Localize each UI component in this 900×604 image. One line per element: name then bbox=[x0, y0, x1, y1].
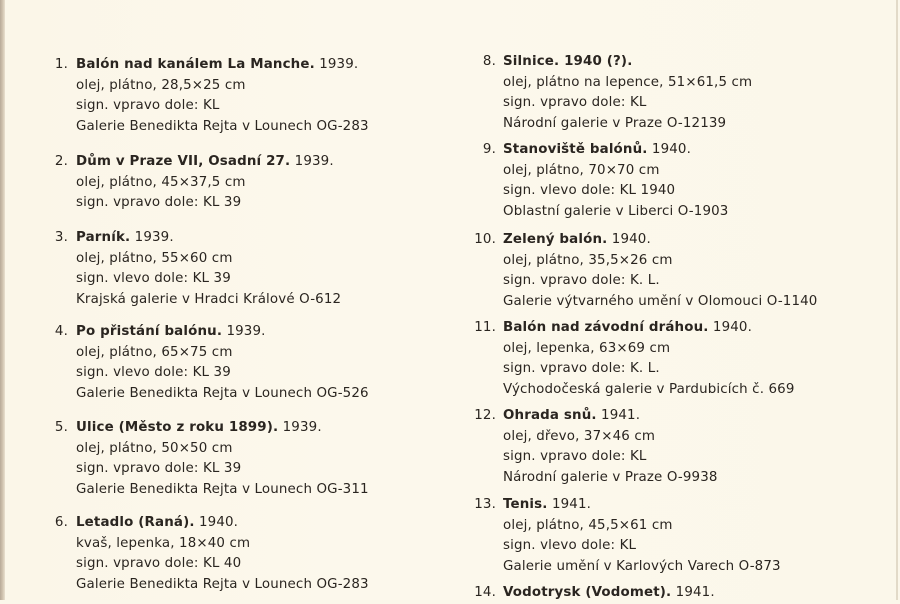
entry-title: Vodotrysk (Vodomet). bbox=[503, 585, 672, 600]
entry-date: 1941. bbox=[547, 497, 592, 512]
entry-medium: olej, plátno, 50×50 cm bbox=[76, 440, 233, 456]
entry-title: Tenis. bbox=[503, 497, 548, 512]
page-right-edge bbox=[896, 0, 898, 600]
entry-number: 4. bbox=[54, 324, 68, 339]
entry-signature: sign. vlevo dole: KL bbox=[503, 538, 637, 553]
entry-signature: sign. vpravo dole: KL 39 bbox=[76, 195, 242, 210]
page-left-edge bbox=[0, 0, 5, 600]
entry-title: Silnice. 1940 (?). bbox=[503, 54, 633, 69]
entry-signature: sign. vlevo dole: KL 1940 bbox=[503, 183, 676, 198]
entry-date: 1939. bbox=[130, 230, 174, 245]
entry-signature: sign. vpravo dole: K. L. bbox=[503, 273, 660, 288]
entry-signature: sign. vlevo dole: KL 39 bbox=[76, 271, 231, 286]
entry-number: 5. bbox=[54, 420, 68, 435]
entry-number: 1. bbox=[54, 57, 68, 72]
entry-signature: sign. vpravo dole: KL 39 bbox=[76, 461, 242, 476]
entry-collection: Galerie Benedikta Rejta v Lounech OG-283 bbox=[76, 118, 369, 134]
entry-collection: Galerie Benedikta Rejta v Lounech OG-311 bbox=[76, 481, 369, 497]
entry-collection: Národní galerie v Praze O-12139 bbox=[503, 115, 727, 131]
entry-collection: Krajská galerie v Hradci Králové O-612 bbox=[76, 291, 342, 307]
entry-collection: Galerie Benedikta Rejta v Lounech OG-283 bbox=[76, 576, 369, 592]
entry-title: Dům v Praze VII, Osadní 27. bbox=[76, 154, 291, 169]
entry-title: Zelený balón. bbox=[503, 232, 608, 247]
entry-medium: olej, plátno, 65×75 cm bbox=[76, 344, 233, 360]
entry-number: 13. bbox=[474, 497, 496, 512]
entry-title: Balón nad kanálem La Manche. bbox=[76, 57, 315, 72]
entry-medium: olej, plátno, 45×37,5 cm bbox=[76, 174, 246, 190]
entry-date: 1939. bbox=[278, 420, 322, 435]
entry-collection: Galerie výtvarného umění v Olomouci O-1140 bbox=[503, 293, 818, 309]
entry-number: 3. bbox=[54, 230, 68, 245]
entry-number: 10. bbox=[474, 232, 496, 247]
entry-number: 12. bbox=[474, 408, 496, 423]
entry-number: 2. bbox=[54, 154, 68, 169]
entry-collection: Galerie Benedikta Rejta v Lounech OG-526 bbox=[76, 385, 369, 401]
entry-date: 1941. bbox=[596, 408, 641, 423]
entry-medium: olej, plátno, 55×60 cm bbox=[76, 250, 233, 266]
entry-date: 1940. bbox=[607, 232, 651, 247]
entry-date: 1939. bbox=[314, 57, 359, 72]
entry-medium: kvaš, lepenka, 18×40 cm bbox=[76, 535, 251, 551]
entry-date: 1940. bbox=[647, 142, 692, 157]
entry-title: Ulice (Město z roku 1899). bbox=[76, 420, 279, 435]
entry-date: 1940. bbox=[708, 320, 752, 335]
entry-medium: olej, dřevo, 37×46 cm bbox=[503, 428, 656, 444]
entry-signature: sign. vpravo dole: KL bbox=[76, 98, 220, 113]
entry-medium: olej, plátno, 45,5×61 cm bbox=[503, 517, 673, 533]
entry-date: 1940. bbox=[194, 515, 239, 530]
entry-medium: olej, plátno, 70×70 cm bbox=[503, 162, 660, 178]
entry-number: 8. bbox=[482, 54, 496, 69]
entry-signature: sign. vpravo dole: KL 40 bbox=[76, 556, 242, 571]
entry-medium: olej, plátno, 35,5×26 cm bbox=[503, 252, 673, 268]
entry-date: 1939. bbox=[290, 154, 334, 169]
entry-signature: sign. vpravo dole: K. L. bbox=[503, 361, 660, 376]
entry-medium: olej, plátno, 28,5×25 cm bbox=[76, 77, 246, 93]
entry-date: 1939. bbox=[222, 324, 266, 339]
entry-collection: Oblastní galerie v Liberci O-1903 bbox=[503, 203, 729, 219]
entry-signature: sign. vpravo dole: KL bbox=[503, 449, 647, 464]
entry-number: 9. bbox=[482, 142, 496, 157]
entry-signature: sign. vpravo dole: KL bbox=[503, 95, 647, 110]
entry-title: Balón nad závodní dráhou. bbox=[503, 320, 709, 335]
entry-title: Letadlo (Raná). bbox=[76, 515, 195, 530]
entry-signature: sign. vlevo dole: KL 39 bbox=[76, 365, 231, 380]
entry-title: Stanoviště balónů. bbox=[503, 142, 648, 157]
entry-number: 14. bbox=[474, 585, 496, 600]
entry-number: 11. bbox=[474, 320, 496, 335]
entry-title: Ohrada snů. bbox=[503, 408, 597, 423]
entry-date: 1941. bbox=[671, 585, 715, 600]
entry-title: Po přistání balónu. bbox=[76, 324, 223, 339]
entry-collection: Východočeská galerie v Pardubicích č. 669 bbox=[503, 381, 795, 397]
entry-collection: Galerie umění v Karlových Varech O-873 bbox=[503, 558, 781, 574]
entry-medium: olej, plátno na lepence, 51×61,5 cm bbox=[503, 74, 753, 90]
entry-collection: Národní galerie v Praze O-9938 bbox=[503, 469, 718, 485]
entry-title: Parník. bbox=[76, 230, 131, 245]
entry-number: 6. bbox=[54, 515, 68, 530]
entry-medium: olej, lepenka, 63×69 cm bbox=[503, 340, 671, 356]
